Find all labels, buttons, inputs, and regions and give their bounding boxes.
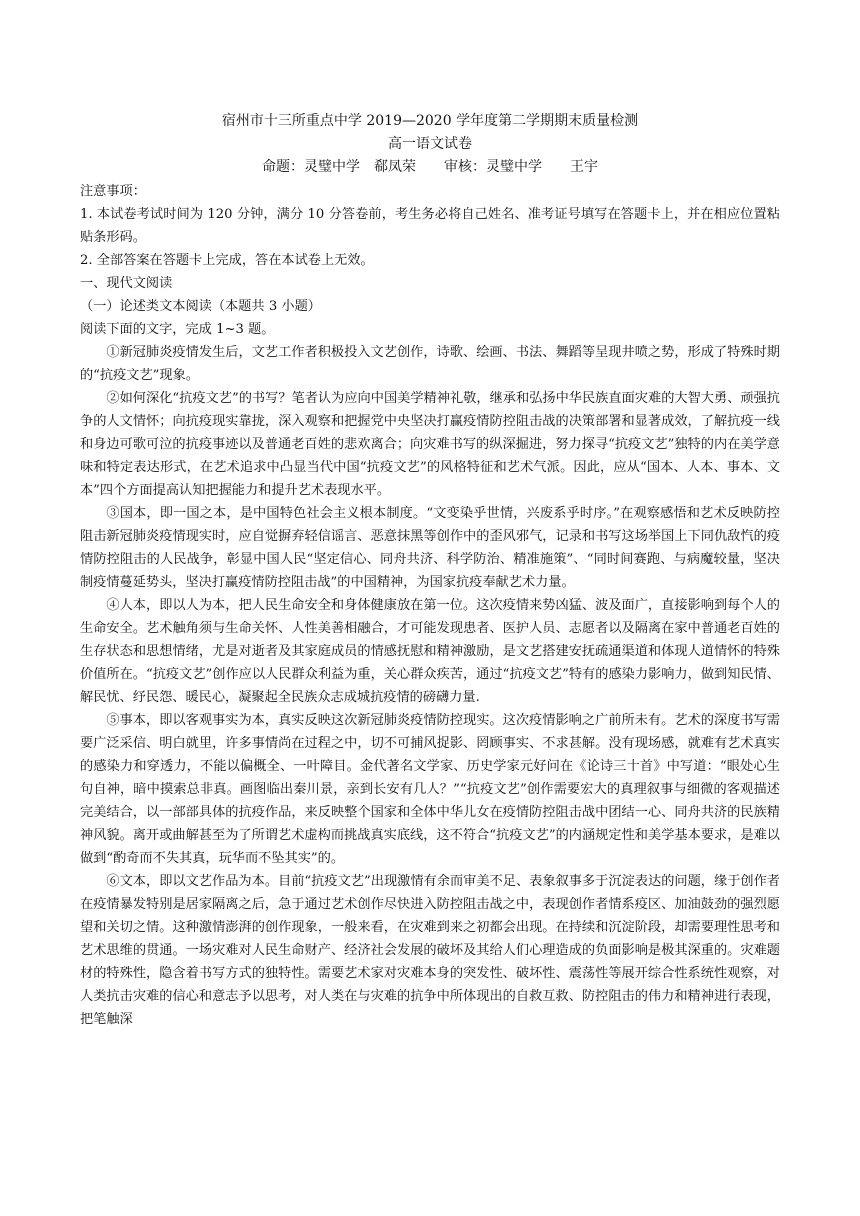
- exam-header: [0, 110, 860, 179]
- notice-item-2: 2. 全部答案在答题卡上完成，答在本试卷上无效。: [80, 253, 374, 268]
- section-heading: 一、现代文阅读: [80, 276, 173, 291]
- paragraph-2: ②如何深化“抗疫文艺”的书写？笔者认为应向中国美学精神礼敬，继承和弘扬中华民族直面灾难的大智大勇、顽强抗争的人文情怀；向抗疫现实靠拢，深入观察和把握党中央坚决打赢疫情防控阻击战的决策部署和显著成效，了解抗疫一线和身边可歌可泣的抗疫事迹以及普通老百姓的悲欢离合；向灾难书写的纵深掘进，努力探寻“抗疫文艺”独特的内在美学意味和特定表达形式，在艺术追求中凸显当代中国“抗疫文艺”的风格特征和艺术气派。因此，应从“国本、人本、事本、文本”四个方面提高认知把握能力和提升艺术表现水平。: [80, 391, 780, 498]
- paragraph-6: ⑥文本，即以文艺作品为本。目前“抗疫文艺”出现激情有余而审美不足、表象叙事多于沉淀表达的问题，缘于创作者在疫情暴发特别是居家隔离之后，急于通过艺术创作尽快进入防控阻击战之中，表现创作者情系疫区、加油鼓劲的强烈愿望和关切之情。这种激情澎湃的创作现象，一般来看，在灾难到来之初都会出现。在持续和沉淀阶段，却需要理性思考和艺术思维的贯通。一场灾难对人民生命财产、经济社会发展的破坏及其给人们心理造成的负面影响是极其深重的。灾难题材的特殊性，隐含着书写方式的独特性。需要艺术家对灾难本身的突发性、破坏性、震荡性等展开综合性系统性观察，对人类抗击灾难的信心和意志予以思考，对人类在与灾难的抗争中所体现出的自救互救、防控阻击的伟力和精神进行表现，把笔触深: [80, 874, 780, 1027]
- notice-item-1: 1. 本试卷考试时间为 120 分钟，满分 10 分答卷前，考生务必将自己姓名、准考证号填写在答题卡上，并在相应位置粘贴条形码。: [80, 207, 780, 245]
- section-sub-heading: （一）论述类文本阅读（本题共 3 小题）: [80, 299, 321, 314]
- exam-subtitle: 高一语文试卷: [388, 136, 472, 152]
- paragraph-5: ⑤事本，即以客观事实为本，真实反映这次新冠肺炎疫情防控现实。这次疫情影响之广前所未有。艺术的深度书写需要广泛采信、明白就里，许多事情尚在过程之中，切不可捕风捉影、罔顾事实、不求甚解。没有现场感，就难有艺术真实的感染力和穿透力，不能以偏概全、一叶障目。金代著名文学家、历史学家元好问在《论诗三十首》中写道：“眼处心生句自神，暗中摸索总非真。画图临出秦川景，亲到长安有几人？”“抗疫文艺”创作需要宏大的真理叙事与细微的客观描述完美结合，以一部部具体的抗疫作品，来反映整个国家和全体中华儿女在疫情防控阻击战中团结一心、同舟共济的民族精神风貌。离开或曲解甚至为了所谓艺术虚构而挑战真实底线，这不符合“抗疫文艺”的内涵规定性和美学基本要求，是难以做到“酌奇而不失其真，玩华而不坠其实”的。: [80, 713, 780, 866]
- paragraph-3: ③国本，即一国之本，是中国特色社会主义根本制度。“文变染乎世情，兴废系乎时序。”在观察感悟和艺术反映防控阻击新冠肺炎疫情现实时，应自觉摒弃轻信谣言、恶意抹黑等创作中的歪风邪气，记录和书写这场举国上下同仇敌忾的疫情防控阻击的人民战争，彰显中国人民“坚定信心、同舟共济、科学防治、精准施策”、“同时间赛跑、与病魔较量，坚决制疫情蔓延势头，坚决打赢疫情防控阻击战”的中国精神，为国家抗疫奉献艺术力量。: [80, 506, 780, 590]
- paragraph-1: ①新冠肺炎疫情发生后，文艺工作者积极投入文艺创作，诗歌、绘画、书法、舞蹈等呈现井喷之势，形成了特殊时期的“抗疫文艺”现象。: [80, 345, 780, 383]
- exam-body: [80, 180, 780, 1031]
- notice-heading: 注意事项：: [80, 184, 146, 199]
- exam-credits: 命题：灵璧中学 郗凤荣 审核：灵璧中学 王宇: [262, 159, 598, 175]
- reading-instruction: 阅读下面的文字，完成 1~3 题。: [80, 322, 275, 337]
- paragraph-4: ④人本，即以人为本，把人民生命安全和身体健康放在第一位。这次疫情来势凶猛、波及面广，直接影响到每个人的生命安全。艺术触角须与生命关怀、人性美善相融合，才可能发现患者、医护人员、志愿者以及隔离在家中普通老百姓的生存状态和思想情绪，尤是对逝者及其家庭成员的情感抚慰和精神激励，是文艺搭建安抚疏通渠道和体现人道情怀的特殊价值所在。“抗疫文艺”创作应以人民群众利益为重，关心群众疾苦，通过“抗疫文艺”特有的感染力影响力，做到知民情、解民忧、纾民怨、暖民心，凝聚起全民族众志成城抗疫情的磅礴力量.: [80, 598, 780, 705]
- exam-title: 宿州市十三所重点中学 2019—2020 学年度第二学期期末质量检测: [221, 113, 639, 129]
